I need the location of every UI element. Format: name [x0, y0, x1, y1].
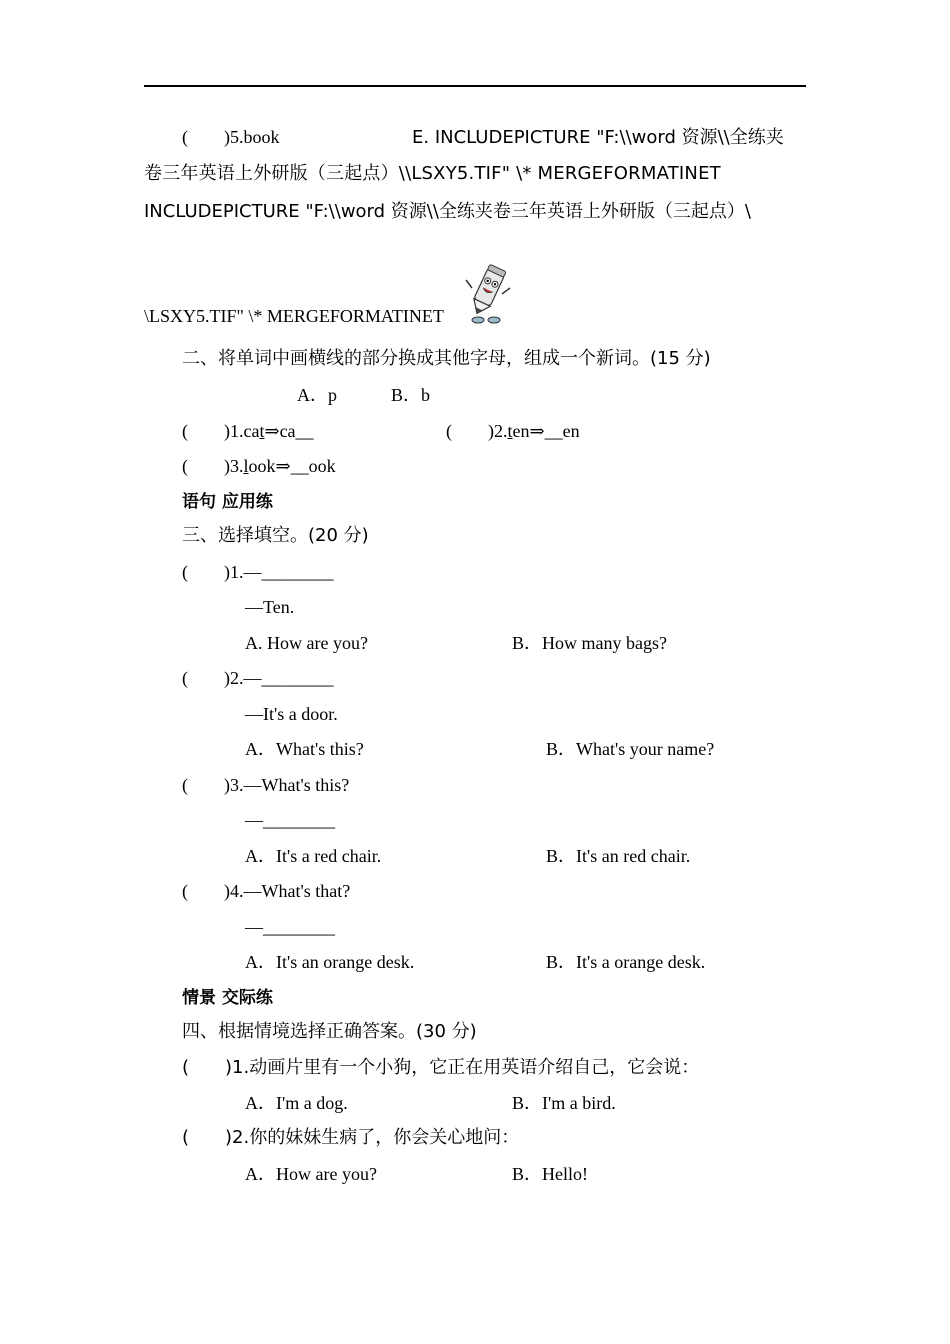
s4-q2-option-b: B．Hello! — [512, 1164, 588, 1184]
s2-question-1: ( )1.cat⇒ca__ — [182, 421, 314, 441]
q5-option-text: E. INCLUDEPICTURE "F:\\word 资源\\全练夹 — [412, 127, 784, 148]
s2-question-2: ( )2.ten⇒__en — [446, 421, 580, 441]
part-title-situation-practice: 情景 交际练 — [182, 988, 273, 1008]
section-2-heading: 二、将单词中画横线的部分换成其他字母，组成一个新词。(15 分) — [182, 348, 711, 369]
s2-question-3: ( )3.look⇒__ook — [182, 456, 336, 476]
s3-question-4: ( )4.—What's that? — [182, 881, 351, 901]
section-3-heading: 三、选择填空。(20 分) — [182, 525, 369, 546]
part-title-sentence-practice: 语句 应用练 — [182, 492, 273, 512]
section-2-options: A．p B．b — [297, 385, 431, 405]
s3-q3-answer-line: —________ — [245, 810, 335, 830]
q5-prefix: ( )5.book — [182, 127, 280, 147]
pencil-cartoon-icon — [464, 262, 512, 324]
s3-question-1: ( )1.—________ — [182, 562, 334, 582]
s3-question-2: ( )2.—________ — [182, 668, 334, 688]
q5-option-line4: \LSXY5.TIF" \* MERGEFORMATINET — [144, 306, 444, 326]
s4-q1-option-a: A．I'm a dog. — [245, 1093, 348, 1113]
q5-option-line2: 卷三年英语上外研版（三起点）\\LSXY5.TIF" \* MERGEFORMATINET — [144, 163, 721, 184]
s3-q1-option-b: B．How many bags? — [512, 633, 667, 653]
s3-q2-answer-line: —It's a door. — [245, 704, 338, 724]
s3-q2-option-b: B．What's your name? — [546, 739, 715, 759]
s3-q4-answer-line: —________ — [245, 917, 335, 937]
section-4-heading: 四、根据情境选择正确答案。(30 分) — [182, 1021, 477, 1042]
s3-q1-answer-line: —Ten. — [245, 597, 295, 617]
q5-option-line3: INCLUDEPICTURE "F:\\word 资源\\全练夹卷三年英语上外研版（三起点）\ — [144, 201, 751, 222]
s4-question-2: ( )2.你的妹妹生病了，你会关心地问： — [182, 1127, 520, 1148]
header-rule — [144, 85, 806, 87]
s3-q3-option-a: A．It's a red chair. — [245, 846, 382, 866]
s3-question-3: ( )3.—What's this? — [182, 775, 350, 795]
s4-question-1: ( )1.动画片里有一个小狗，它正在用英语介绍自己，它会说： — [182, 1057, 700, 1078]
s4-q2-option-a: A．How are you? — [245, 1164, 377, 1184]
s4-q1-option-b: B．I'm a bird. — [512, 1093, 616, 1113]
s3-q3-option-b: B．It's an red chair. — [546, 846, 691, 866]
s3-q2-option-a: A．What's this? — [245, 739, 364, 759]
s3-q4-option-b: B．It's a orange desk. — [546, 952, 706, 972]
s3-q1-option-a: A. How are you? — [245, 633, 368, 653]
s3-q4-option-a: A．It's an orange desk. — [245, 952, 415, 972]
